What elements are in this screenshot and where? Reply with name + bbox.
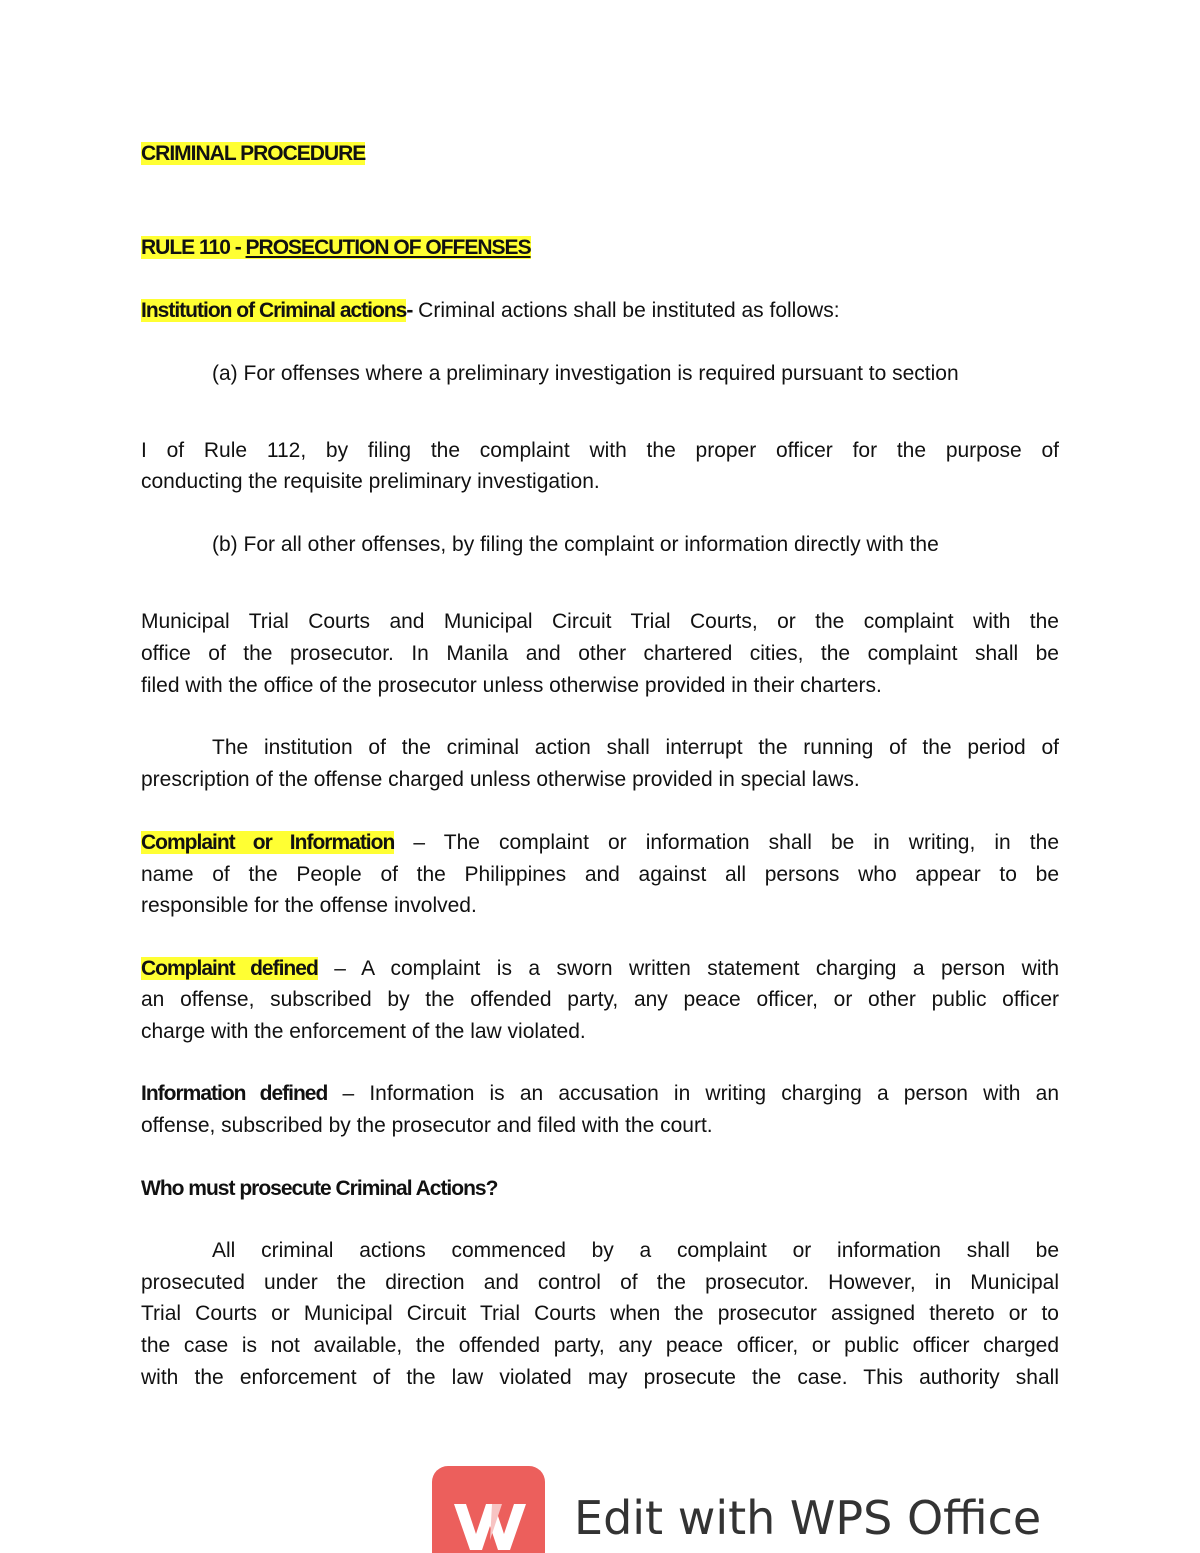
complaint-info-line-3: responsible for the offense involved. [141, 894, 477, 917]
para-b-line-3: office of the prosecutor. In Manila and other chartered cities, the complaint shall be [141, 642, 1059, 665]
para-b-line-4: filed with the office of the prosecutor unless otherwise provided in their charters. [141, 674, 882, 697]
para-b-line-1: (b) For all other offenses, by filing the complaint or information directly with the [212, 533, 939, 556]
who-line-5: with the enforcement of the law violated may prosecute the case. This authority shall [141, 1366, 1059, 1389]
institution-dash: - [406, 299, 413, 322]
para-a-line-1: (a) For offenses where a preliminary investigation is required pursuant to section [212, 362, 959, 385]
interrupt-line-2: prescription of the offense charged unless otherwise provided in special laws. [141, 768, 860, 791]
institution-lead: Criminal actions shall be instituted as follows: [412, 299, 840, 322]
who-line-4: the case is not available, the offended party, any peace officer, or public officer charged [141, 1334, 1059, 1357]
information-defined-text-1: – Information is an accusation in writing charging a person with an [327, 1082, 1060, 1105]
document-title-line [141, 138, 1059, 170]
complaint-info-line-2: name of the People of the Philippines and against all persons who appear to be [141, 863, 1059, 886]
complaint-defined-term: Complaint defined [141, 957, 318, 980]
complaint-info-line-1 [141, 827, 1059, 859]
wps-office-logo-icon [432, 1466, 545, 1553]
wps-banner-text: Edit with WPS Office [574, 1491, 1042, 1545]
institution-term: Institution of Criminal actions [141, 299, 407, 322]
complaint-defined-text-1: – A complaint is a sworn written statement charging a person with [317, 957, 1059, 980]
institution-line [141, 295, 1059, 327]
document-title: CRIMINAL PROCEDURE [141, 142, 366, 165]
interrupt-line-1: The institution of the criminal action shall interrupt the running of the period of [212, 736, 1059, 759]
para-a-line-2: I of Rule 112, by filing the complaint with the proper officer for the purpose of [141, 439, 1059, 462]
information-defined-line-2: offense, subscribed by the prosecutor and filed with the court. [141, 1114, 713, 1137]
complaint-info-term: Complaint or Information [141, 831, 395, 854]
rule-prefix: RULE 110 - [141, 236, 246, 259]
information-defined-term: Information defined [141, 1082, 328, 1105]
para-a-line-3: conducting the requisite preliminary investigation. [141, 470, 600, 493]
wps-edit-banner[interactable] [432, 1466, 1132, 1553]
complaint-defined-line-3: charge with the enforcement of the law violated. [141, 1020, 586, 1043]
complaint-defined-line-1 [141, 953, 1059, 985]
rule-title: PROSECUTION OF OFFENSES [245, 236, 531, 259]
rule-heading [141, 232, 1059, 264]
complaint-info-text-1: – The complaint or information shall be in writing, in the [394, 831, 1059, 854]
information-defined-line-1 [141, 1078, 1059, 1110]
who-line-3: Trial Courts or Municipal Circuit Trial Courts when the prosecutor assigned thereto or to [141, 1302, 1059, 1325]
complaint-defined-line-2: an offense, subscribed by the offended party, any peace officer, or other public officer [141, 988, 1059, 1011]
who-line-1: All criminal actions commenced by a complaint or information shall be [212, 1239, 1059, 1262]
who-line-2: prosecuted under the direction and control of the prosecutor. However, in Municipal [141, 1271, 1059, 1294]
who-heading: Who must prosecute Criminal Actions? [141, 1177, 498, 1200]
para-b-line-2: Municipal Trial Courts and Municipal Circuit Trial Courts, or the complaint with the [141, 610, 1059, 633]
who-heading-line [141, 1173, 1059, 1205]
